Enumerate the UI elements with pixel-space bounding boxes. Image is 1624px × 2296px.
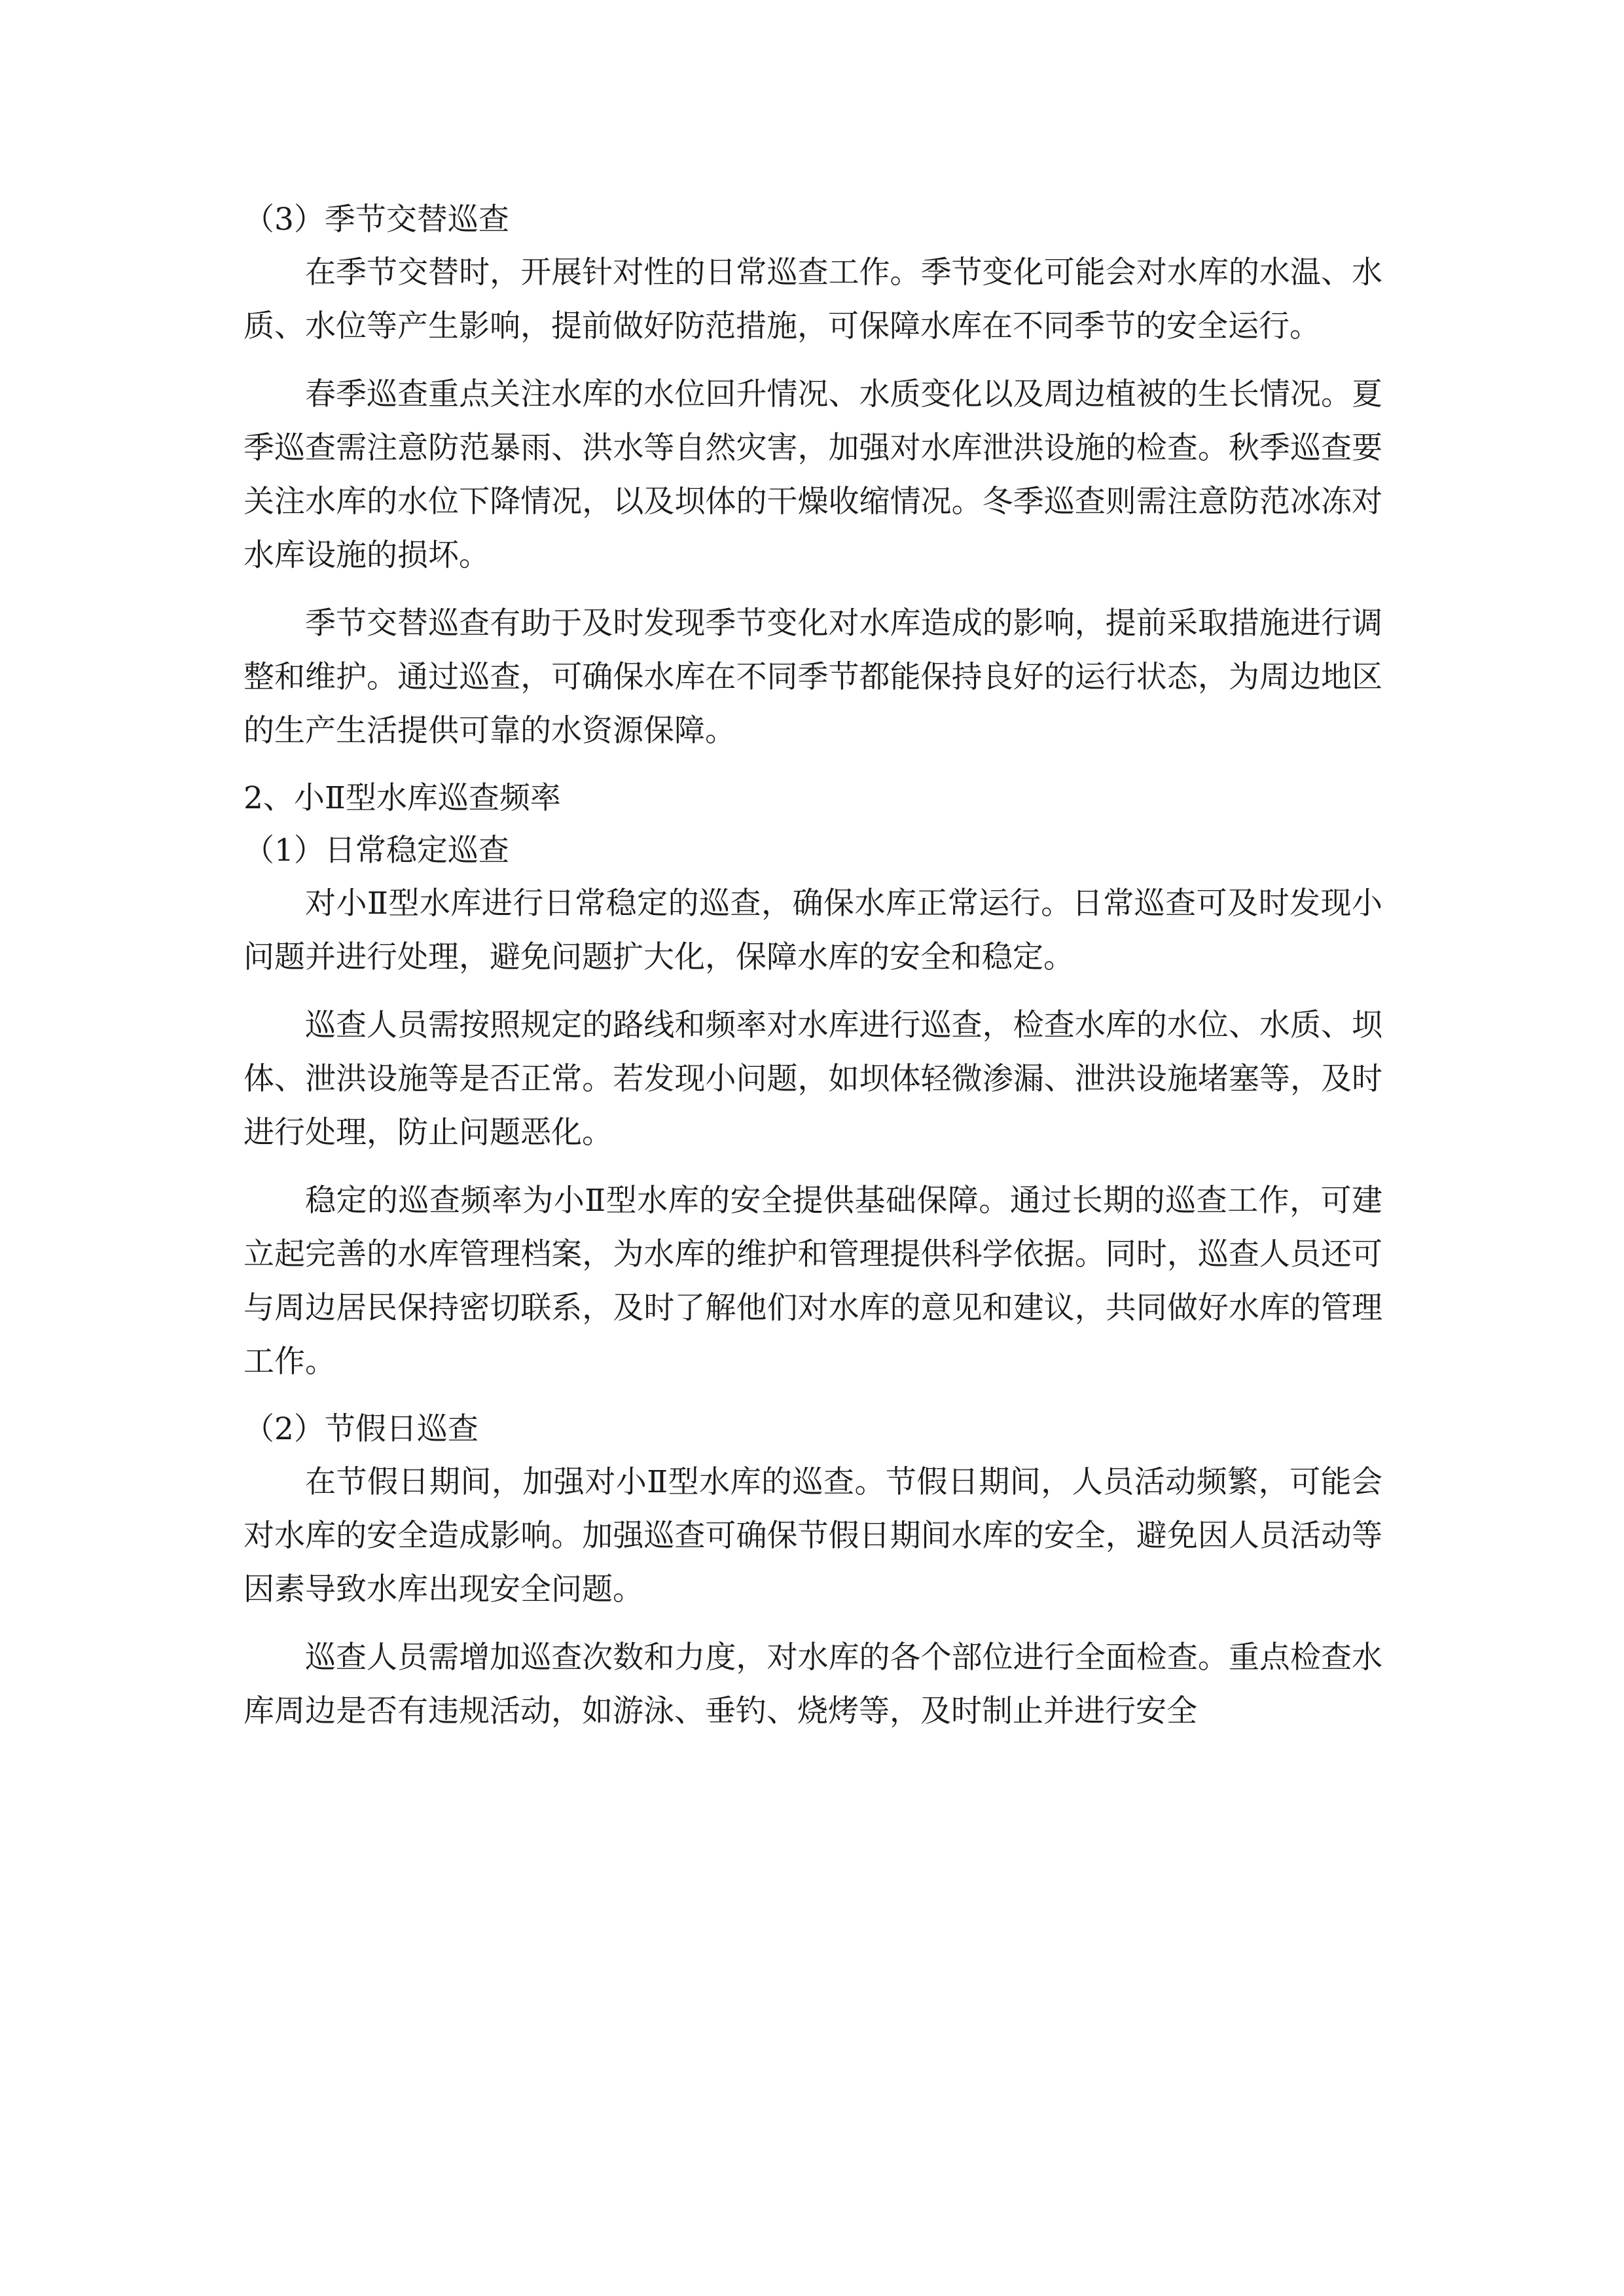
paragraph-spacer: [244, 1389, 1382, 1403]
paragraph-spacer: [244, 353, 1382, 368]
paragraph-spacer: [244, 758, 1382, 772]
paragraph: 在季节交替时，开展针对性的日常巡查工作。季节变化可能会对水库的水温、水质、水位等产生影响，提前做好防范措施，可保障水库在不同季节的安全运行。: [244, 255, 1382, 344]
section-heading-daily-inspection: （1）日常稳定巡查: [244, 833, 509, 869]
paragraph: 春季巡查重点关注水库的水位回升情况、水质变化以及周边植被的生长情况。夏季巡查需注意防范暴雨、洪水等自然灾害，加强对水库泄洪设施的检查。秋季巡查要关注水库的水位下降情况，以及坝体的干燥收缩情况。冬季巡查则需注意防范冰冻对水库设施的损坏。: [244, 376, 1382, 573]
section-heading-small-reservoir-frequency: 2、小Ⅱ型水库巡查频率: [244, 780, 561, 816]
paragraph-spacer: [244, 583, 1382, 597]
paragraph-spacer: [244, 984, 1382, 999]
paragraph: 季节交替巡查有助于及时发现季节变化对水库造成的影响，提前采取措施进行调整和维护。通过巡查，可确保水库在不同季节都能保持良好的运行状态，为周边地区的生产生活提供可靠的水资源保障。: [244, 605, 1382, 749]
section-heading-seasonal-inspection: （3）季节交替巡查: [244, 202, 509, 238]
document-body: [244, 194, 1382, 1738]
paragraph-spacer: [244, 1617, 1382, 1631]
paragraph-spacer: [244, 1160, 1382, 1174]
paragraph: 巡查人员需按照规定的路线和频率对水库进行巡查，检查水库的水位、水质、坝体、泄洪设施等是否正常。若发现小问题，如坝体轻微渗漏、泄洪设施堵塞等，及时进行处理，防止问题恶化。: [244, 1007, 1382, 1151]
paragraph: 对小Ⅱ型水库进行日常稳定的巡查，确保水库正常运行。日常巡查可及时发现小问题并进行处理，避免问题扩大化，保障水库的安全和稳定。: [244, 886, 1382, 975]
paragraph: 巡查人员需增加巡查次数和力度，对水库的各个部位进行全面检查。重点检查水库周边是否有违规活动，如游泳、垂钓、烧烤等，及时制止并进行安全: [244, 1640, 1382, 1729]
paragraph: 在节假日期间，加强对小Ⅱ型水库的巡查。节假日期间，人员活动频繁，可能会对水库的安全造成影响。加强巡查可确保节假日期间水库的安全，避免因人员活动等因素导致水库出现安全问题。: [244, 1464, 1382, 1607]
paragraph: 稳定的巡查频率为小Ⅱ型水库的安全提供基础保障。通过长期的巡查工作，可建立起完善的水库管理档案，为水库的维护和管理提供科学依据。同时，巡查人员还可与周边居民保持密切联系，及时了解他们对水库的意见和建议，共同做好水库的管理工作。: [244, 1183, 1382, 1380]
section-heading-holiday-inspection: （2）节假日巡查: [244, 1411, 478, 1447]
